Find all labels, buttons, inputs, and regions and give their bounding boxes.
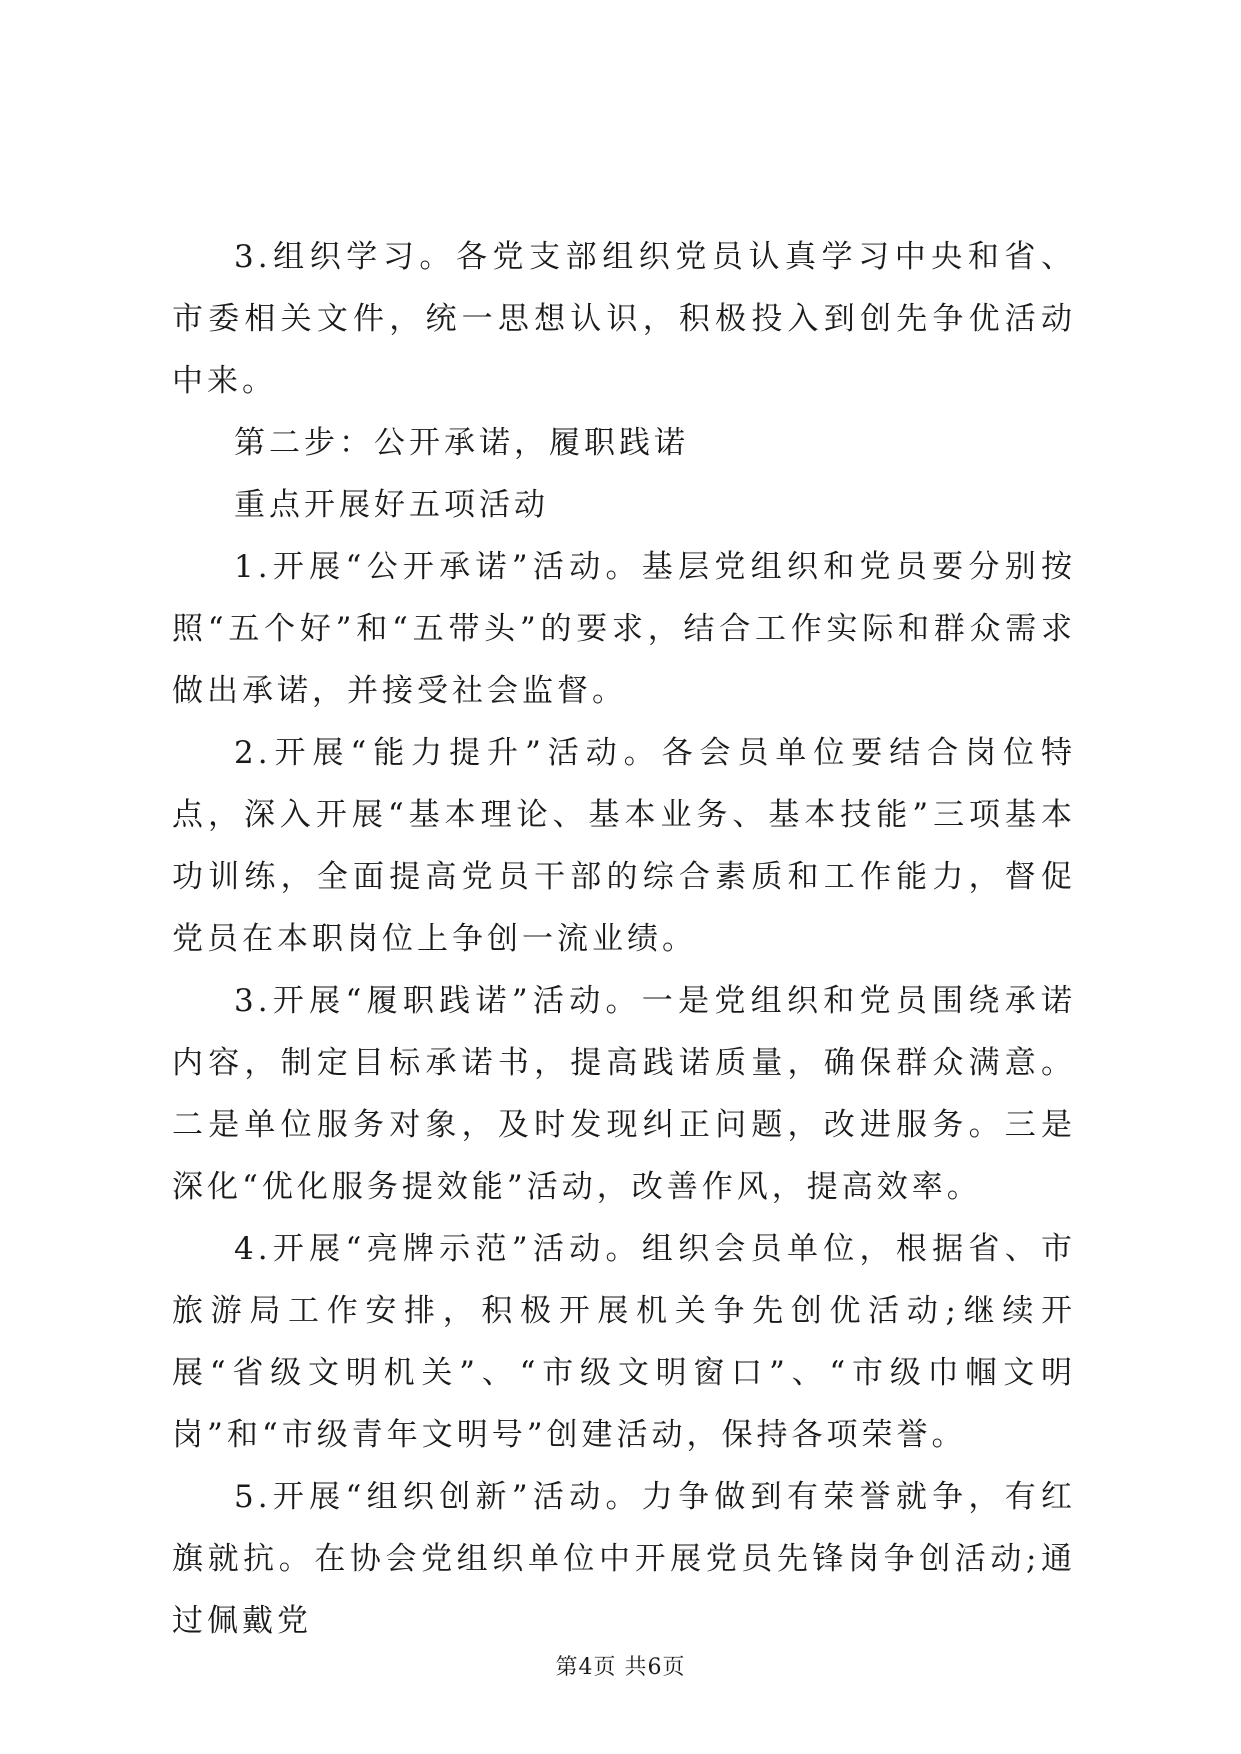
paragraph-ability-improvement: 2.开展“能力提升”活动。各会员单位要结合岗位特点，深入开展“基本理论、基本业务、基本技能”三项基本功训练，全面提高党员干部的综合素质和工作能力，督促党员在本职岗位上争创一流业绩。	[172, 735, 1076, 957]
paragraph-organizational-innovation: 5.开展“组织创新”活动。力争做到有荣誉就争，有红旗就抗。在协会党组织单位中开展党员先锋岗争创活动;通过佩戴党	[172, 1479, 1076, 1639]
paragraph-study: 3.组织学习。各党支部组织党员认真学习中央和省、市委相关文件，统一思想认识，积极投入到创先争优活动中来。	[172, 239, 1076, 399]
document-body	[172, 226, 1076, 1652]
paragraph-fulfil-commitment: 3.开展“履职践诺”活动。一是党组织和党员围绕承诺内容，制定目标承诺书，提高践诺质量，确保群众满意。二是单位服务对象，及时发现纠正问题，改进服务。三是深化“优化服务提效能”活动，改善作风，提高效率。	[172, 983, 1076, 1205]
paragraph-public-commitment: 1.开展“公开承诺”活动。基层党组织和党员要分别按照“五个好”和“五带头”的要求，结合工作实际和群众需求做出承诺，并接受社会监督。	[172, 549, 1076, 709]
paragraph-step-two-heading: 第二步：公开承诺，履职践诺	[234, 425, 689, 461]
page-number-footer: 第4页 共6页	[555, 1655, 686, 1680]
paragraph-demonstration: 4.开展“亮牌示范”活动。组织会员单位，根据省、市旅游局工作安排，积极开展机关争先创优活动;继续开展“省级文明机关”、“市级文明窗口”、“市级巾帼文明岗”和“市级青年文明号”创建活动，保持各项荣誉。	[172, 1231, 1076, 1453]
paragraph-five-activities-heading: 重点开展好五项活动	[234, 487, 549, 523]
